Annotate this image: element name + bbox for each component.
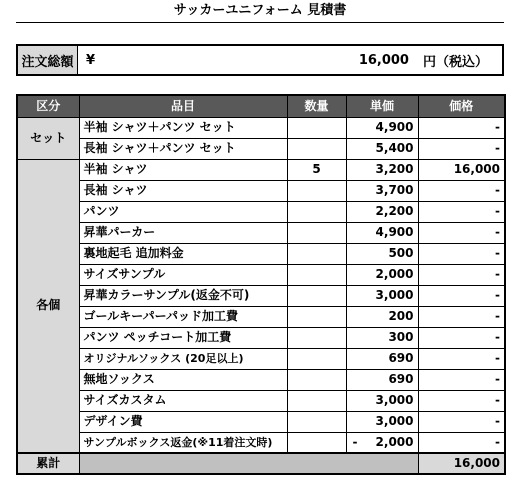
unit-price-cell: 690 (346, 348, 418, 369)
title-underline (16, 22, 504, 23)
table-row (17, 285, 505, 306)
price-cell: - (418, 117, 505, 138)
order-total-label: 注文総額 (18, 46, 78, 74)
price-cell: - (418, 432, 505, 453)
unit-price-cell: 3,000 (346, 285, 418, 306)
quantity-cell[interactable]: 5 (287, 159, 346, 180)
table-row (17, 411, 505, 432)
item-name-cell: 半袖 シャツ＋パンツ セット (79, 117, 287, 138)
item-name-cell: 長袖 シャツ＋パンツ セット (79, 138, 287, 159)
category-cell: セット (17, 117, 79, 159)
price-cell: - (418, 348, 505, 369)
unit-price-cell: 200 (346, 306, 418, 327)
item-name-cell: サイズカスタム (79, 390, 287, 411)
quantity-cell[interactable] (287, 432, 346, 453)
sum-value: 16,000 (418, 453, 505, 474)
order-total-unit: 円（税込） (422, 54, 488, 70)
table-row (17, 201, 505, 222)
unit-price-cell: 4,900 (346, 117, 418, 138)
sum-row (17, 453, 505, 474)
negative-sign: - (352, 434, 358, 449)
quantity-cell[interactable] (287, 117, 346, 138)
table-row (17, 180, 505, 201)
quantity-cell[interactable] (287, 285, 346, 306)
document-title: サッカーユニフォーム 見積書 (173, 3, 347, 18)
unit-price-cell: 690 (346, 369, 418, 390)
order-total-box (16, 44, 504, 76)
item-name-cell: サンプルボックス返金(※11着注文時) (79, 432, 287, 453)
price-cell: - (418, 201, 505, 222)
price-cell: - (418, 411, 505, 432)
item-name-cell: 長袖 シャツ (79, 180, 287, 201)
category-cell: 各個 (17, 159, 79, 453)
table-row (17, 159, 505, 180)
header-price: 価格 (418, 95, 505, 117)
table-row (17, 138, 505, 159)
sum-label: 累計 (17, 453, 79, 474)
price-cell: - (418, 285, 505, 306)
price-cell: - (418, 327, 505, 348)
item-name-cell: オリジナルソックス (20足以上) (79, 348, 287, 369)
unit-price-cell: 5,400 (346, 138, 418, 159)
quantity-cell[interactable] (287, 411, 346, 432)
table-header-row (17, 95, 505, 117)
table-row (17, 306, 505, 327)
table-row (17, 369, 505, 390)
quantity-cell[interactable] (287, 222, 346, 243)
item-name-cell: 半袖 シャツ (79, 159, 287, 180)
item-name-cell: デザイン費 (79, 411, 287, 432)
table-row (17, 348, 505, 369)
quantity-cell[interactable] (287, 327, 346, 348)
unit-price-cell: 2,200 (346, 201, 418, 222)
table-row (17, 432, 505, 453)
quantity-cell[interactable] (287, 390, 346, 411)
price-cell: - (418, 306, 505, 327)
unit-price-cell: 3,200 (346, 159, 418, 180)
table-row (17, 327, 505, 348)
item-name-cell: パンツ (79, 201, 287, 222)
table-row (17, 222, 505, 243)
price-cell: - (418, 138, 505, 159)
header-unit-price: 単価 (346, 95, 418, 117)
item-name-cell: 裏地起毛 追加料金 (79, 243, 287, 264)
quantity-cell[interactable] (287, 243, 346, 264)
table-row (17, 390, 505, 411)
item-name-cell: サイズサンプル (79, 264, 287, 285)
item-name-cell: ゴールキーパーパッド加工費 (79, 306, 287, 327)
quote-table (16, 94, 506, 475)
table-row (17, 117, 505, 138)
price-cell: - (418, 369, 505, 390)
item-name-cell: パンツ ペッチコート加工費 (79, 327, 287, 348)
item-name-cell: 昇華カラーサンプル(返金不可) (79, 285, 287, 306)
unit-price-value: 2,000 (375, 434, 414, 449)
unit-price-cell: 300 (346, 327, 418, 348)
unit-price-cell (346, 432, 418, 453)
quantity-cell[interactable] (287, 348, 346, 369)
price-cell: 16,000 (418, 159, 505, 180)
unit-price-cell: 3,000 (346, 411, 418, 432)
quantity-cell[interactable] (287, 264, 346, 285)
price-cell: - (418, 222, 505, 243)
quantity-cell[interactable] (287, 369, 346, 390)
unit-price-cell: 2,000 (346, 264, 418, 285)
price-cell: - (418, 243, 505, 264)
item-name-cell: 無地ソックス (79, 369, 287, 390)
quantity-cell[interactable] (287, 201, 346, 222)
unit-price-cell: 4,900 (346, 222, 418, 243)
quote-table-body (17, 117, 505, 474)
quantity-cell[interactable] (287, 180, 346, 201)
currency-mark: ¥ (86, 52, 96, 68)
item-name-cell: 昇華パーカー (79, 222, 287, 243)
header-item: 品目 (79, 95, 287, 117)
header-quantity: 数量 (287, 95, 346, 117)
unit-price-cell: 3,000 (346, 390, 418, 411)
unit-price-cell: 3,700 (346, 180, 418, 201)
price-cell: - (418, 264, 505, 285)
price-cell: - (418, 390, 505, 411)
price-cell: - (418, 180, 505, 201)
table-row (17, 264, 505, 285)
quantity-cell[interactable] (287, 138, 346, 159)
quantity-cell[interactable] (287, 306, 346, 327)
table-row (17, 243, 505, 264)
unit-price-cell: 500 (346, 243, 418, 264)
order-total-amount: 16,000 (358, 52, 409, 68)
header-category: 区分 (17, 95, 79, 117)
sum-filler (79, 453, 418, 474)
